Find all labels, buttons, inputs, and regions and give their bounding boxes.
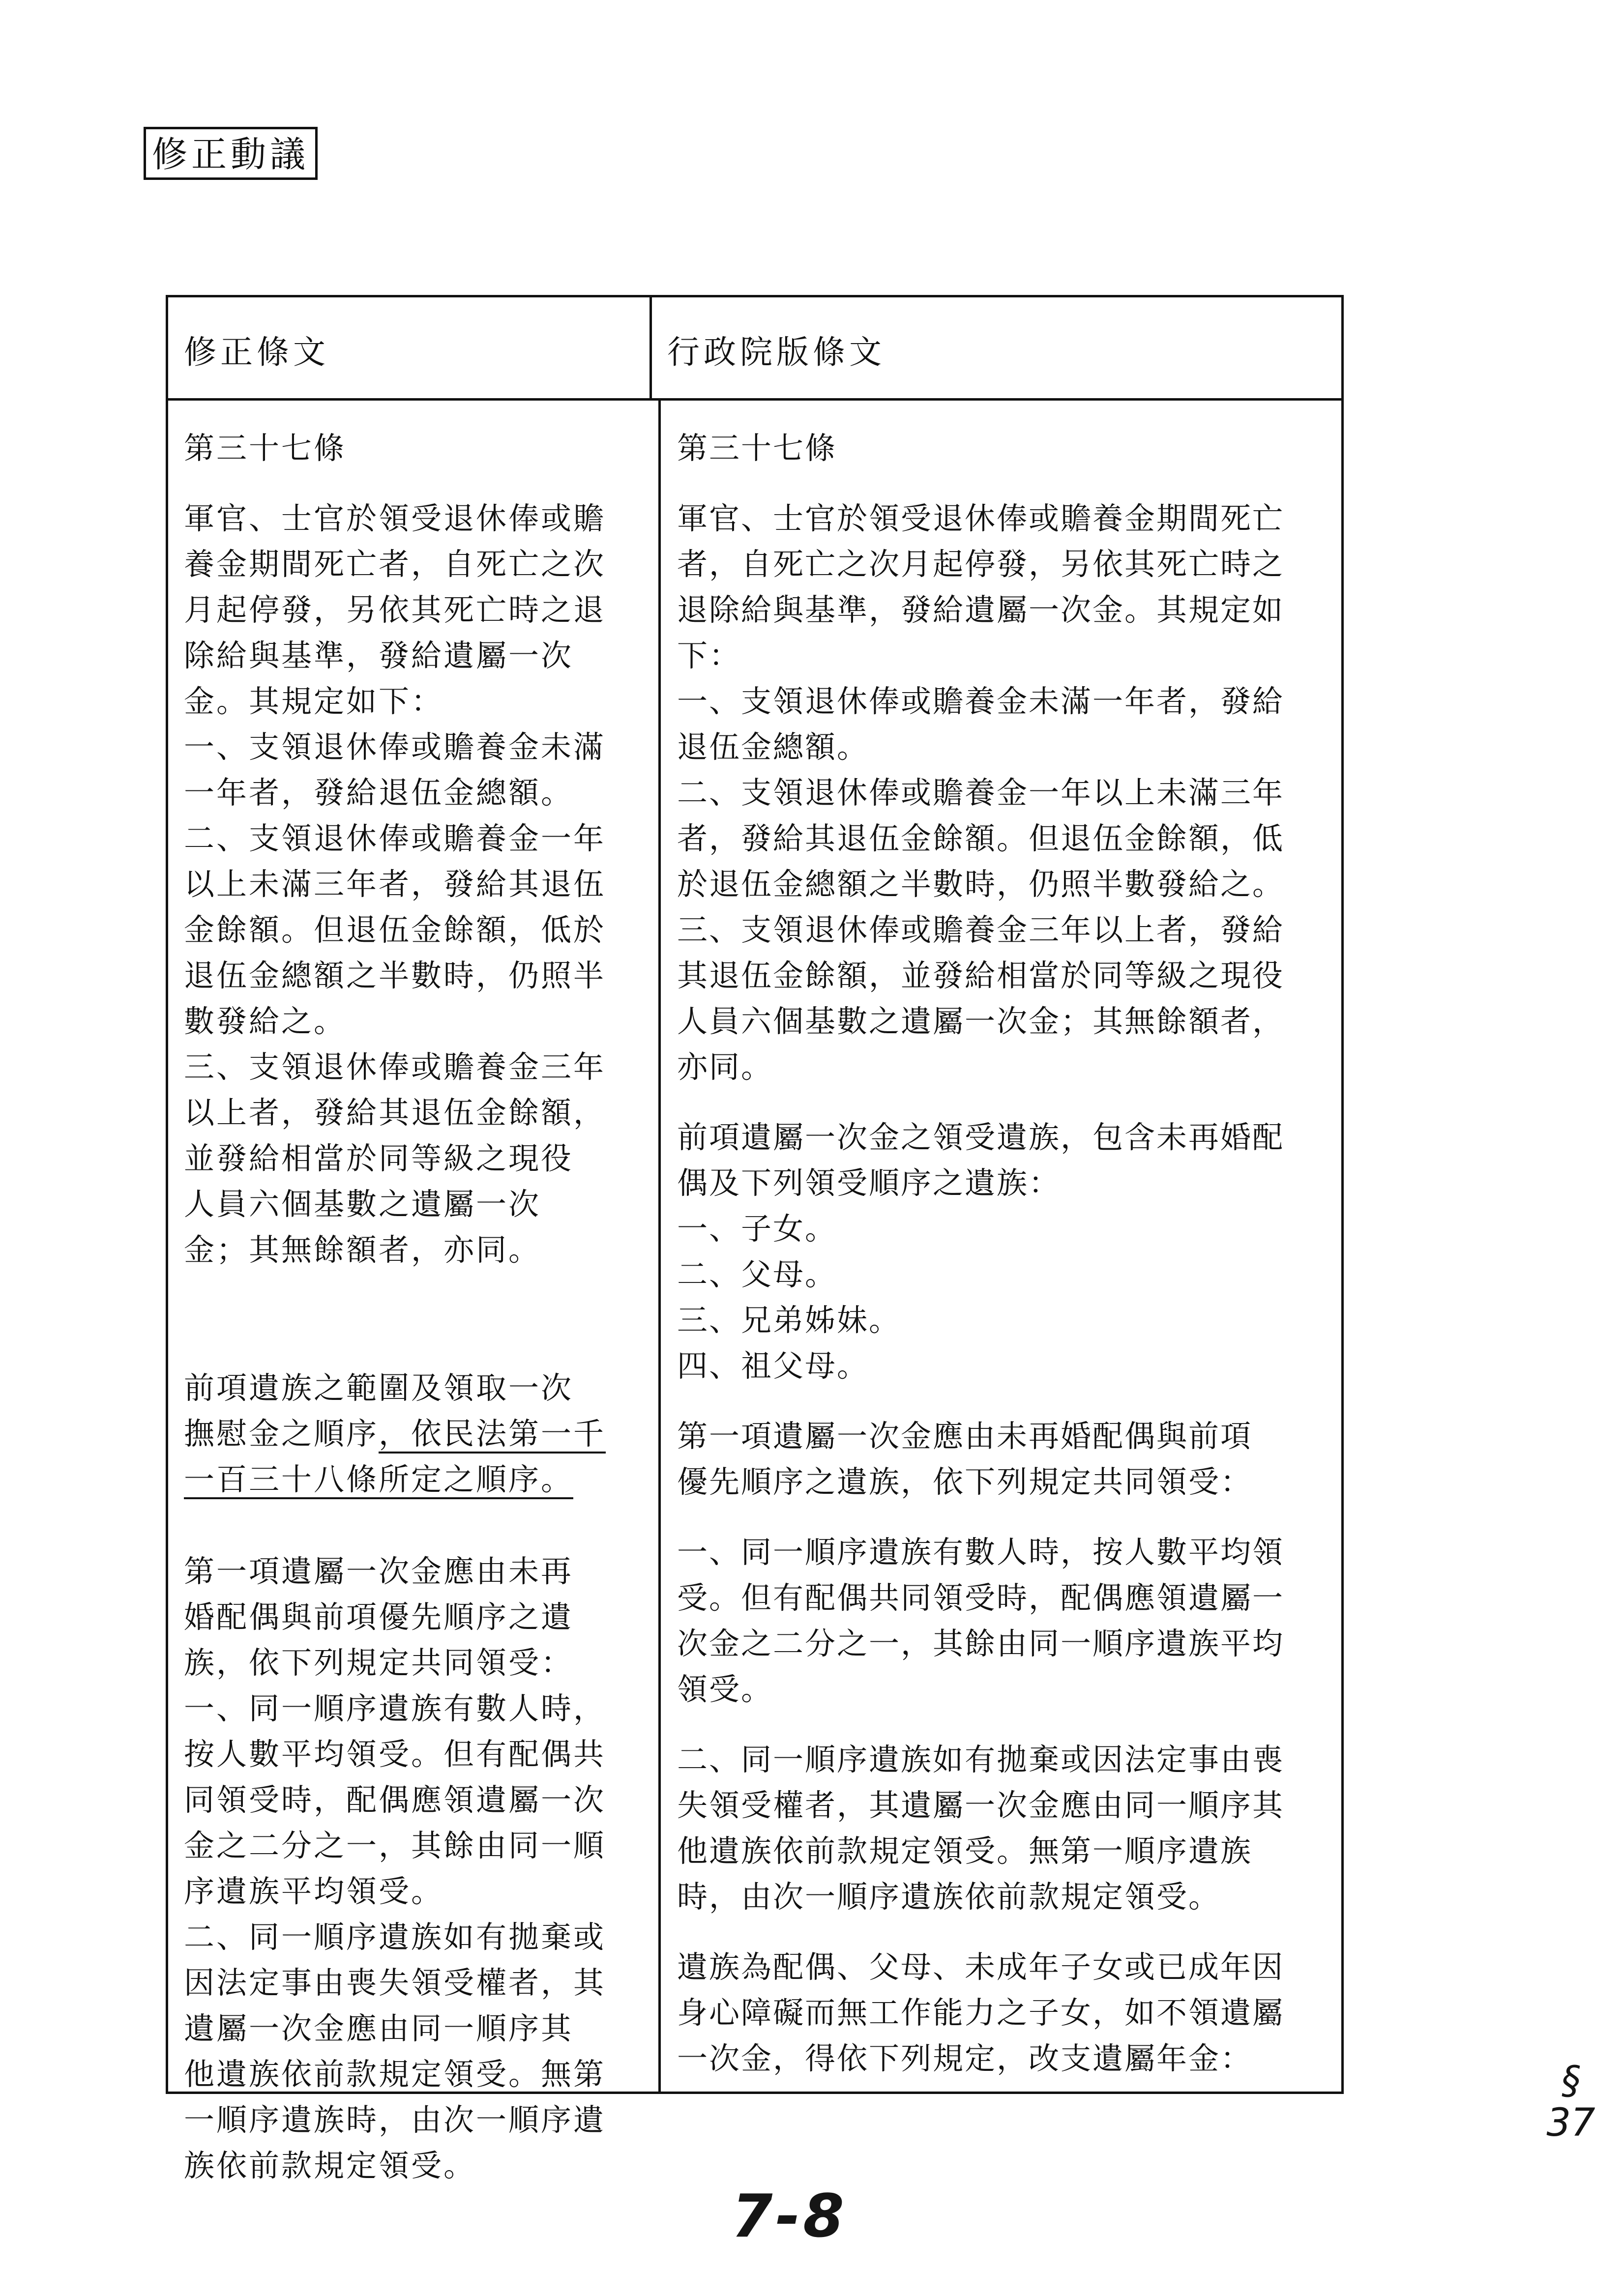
left-para3-line: 第一項遺屬一次金應由未再 bbox=[184, 1553, 574, 1589]
left-para1-line: 金餘額。但退伍金餘額，低於 bbox=[184, 912, 606, 948]
comparison-table bbox=[166, 295, 1344, 2183]
right-para6-line: 遺族為配偶、父母、未成年子女或已成年因 bbox=[677, 1949, 1285, 1985]
right-para1-line: 二、支領退休俸或贍養金一年以上未滿三年 bbox=[677, 775, 1285, 811]
header-amended-text: 修正條文 bbox=[184, 333, 329, 371]
right-para4 bbox=[677, 1529, 1331, 1712]
right-para1-line: 於退伍金總額之半數時，仍照半數發給之。 bbox=[677, 866, 1285, 902]
right-para4-line: 次金之二分之一，其餘由同一順序遺族平均 bbox=[677, 1626, 1285, 1661]
left-para1-line: 數發給之。 bbox=[184, 1003, 347, 1039]
right-para5 bbox=[677, 1737, 1331, 1919]
header-executive-yuan-text: 行政院版條文 bbox=[667, 333, 886, 371]
right-para3-line: 第一項遺屬一次金應由未再婚配偶與前項 bbox=[677, 1418, 1253, 1454]
right-para2-line: 偶及下列領受順序之遺族： bbox=[677, 1165, 1061, 1201]
left-para3-line: 婚配偶與前項優先順序之遺 bbox=[184, 1599, 574, 1635]
left-para3-line: 族，依下列規定共同領受： bbox=[184, 1645, 574, 1681]
left-para1 bbox=[184, 495, 636, 1273]
right-para1-line: 人員六個基數之遺屬一次金；其無餘額者， bbox=[677, 1003, 1285, 1039]
right-column bbox=[677, 425, 1331, 2081]
left-para1-line: 二、支領退休俸或贍養金一年 bbox=[184, 820, 606, 856]
right-para1-line: 者，發給其退伍金餘額。但退伍金餘額，低 bbox=[677, 820, 1285, 856]
left-para1-line: 除給與基準，發給遺屬一次 bbox=[184, 638, 574, 673]
right-para2-line: 前項遺屬一次金之領受遺族，包含未再婚配 bbox=[677, 1119, 1285, 1155]
right-para6 bbox=[677, 1944, 1331, 2081]
left-para1-line: 金。其規定如下： bbox=[184, 683, 444, 719]
left-para3-line: 二、同一順序遺族如有拋棄或 bbox=[184, 1919, 606, 1955]
right-para2-line: 四、祖父母。 bbox=[677, 1348, 869, 1384]
right-para2-line: 二、父母。 bbox=[677, 1256, 837, 1292]
left-para1-line: 退伍金總額之半數時，仍照半 bbox=[184, 958, 606, 993]
right-para5-line: 時，由次一順序遺族依前款規定領受。 bbox=[677, 1879, 1221, 1915]
left-column bbox=[184, 425, 636, 2188]
column-divider-body bbox=[658, 398, 661, 2094]
right-para1-line: 一、支領退休俸或贍養金未滿一年者，發給 bbox=[677, 683, 1285, 719]
right-para6-line: 一次金，得依下列規定，改支遺屬年金： bbox=[677, 2040, 1253, 2076]
left-para1-line: 以上者，發給其退伍金餘額， bbox=[184, 1095, 606, 1131]
right-para3-line: 優先順序之遺族，依下列規定共同領受： bbox=[677, 1464, 1253, 1500]
left-para3 bbox=[184, 1548, 636, 2188]
handwritten-section-symbol: § bbox=[1561, 2059, 1581, 2103]
left-para3-line: 因法定事由喪失領受權者，其 bbox=[184, 1965, 606, 2001]
right-para4-line: 一、同一順序遺族有數人時，按人數平均領 bbox=[677, 1534, 1285, 1570]
left-para3-line: 金之二分之一，其餘由同一順 bbox=[184, 1828, 606, 1863]
left-para2-line: 前項遺族之範圍及領取一次 bbox=[184, 1370, 574, 1406]
left-para1-line: 一、支領退休俸或贍養金未滿 bbox=[184, 729, 606, 765]
right-para5-line: 二、同一順序遺族如有拋棄或因法定事由喪 bbox=[677, 1742, 1285, 1777]
left-para3-line: 一、同一順序遺族有數人時， bbox=[184, 1690, 606, 1726]
left-para1-line: 三、支領退休俸或贍養金三年 bbox=[184, 1049, 606, 1085]
right-para6-line: 身心障礙而無工作能力之子女，如不領遺屬 bbox=[677, 1995, 1285, 2031]
left-para3-line: 族依前款規定領受。 bbox=[184, 2148, 476, 2183]
left-para1-line: 月起停發，另依其死亡時之退 bbox=[184, 592, 606, 628]
handwritten-article-number: 37 bbox=[1546, 2101, 1595, 2145]
left-para2 bbox=[184, 1365, 636, 1502]
right-para1-line: 軍官、士官於領受退休俸或贍養金期間死亡 bbox=[677, 500, 1285, 536]
right-para2-line: 三、兄弟姊妹。 bbox=[677, 1302, 901, 1338]
left-para3-line: 按人數平均領受。但有配偶共 bbox=[184, 1736, 606, 1772]
right-para1-line: 其退伍金餘額，並發給相當於同等級之現役 bbox=[677, 958, 1285, 993]
left-para2-plain: 撫慰金之順序 bbox=[184, 1416, 379, 1452]
left-para1-line: 一年者，發給退伍金總額。 bbox=[184, 775, 574, 811]
left-para2-amendment: ，依民法第一千 bbox=[379, 1416, 606, 1453]
handwritten-side-mark bbox=[1534, 2060, 1608, 2144]
right-para1-line: 退除給與基準，發給遺屬一次金。其規定如 bbox=[677, 592, 1285, 628]
left-para1-line: 金；其無餘額者，亦同。 bbox=[184, 1232, 541, 1268]
right-para1-line: 下： bbox=[677, 638, 741, 673]
right-para4-line: 領受。 bbox=[677, 1671, 773, 1707]
left-para3-line: 序遺族平均領受。 bbox=[184, 1873, 444, 1909]
right-para1-line: 亦同。 bbox=[677, 1049, 773, 1085]
table-header-row bbox=[168, 297, 1341, 401]
left-para2-line bbox=[184, 1456, 636, 1502]
left-article-title: 第三十七條 bbox=[184, 430, 347, 466]
left-para3-line: 遺屬一次金應由同一順序其 bbox=[184, 2010, 574, 2046]
left-para3-line: 他遺族依前款規定領受。無第 bbox=[184, 2056, 606, 2092]
right-article-title: 第三十七條 bbox=[677, 430, 837, 466]
left-para1-line: 並發給相當於同等級之現役 bbox=[184, 1140, 574, 1176]
left-para3-line: 同領受時，配偶應領遺屬一次 bbox=[184, 1782, 606, 1818]
right-para3 bbox=[677, 1413, 1331, 1505]
left-para2-amendment: 一百三十八條所定之順序。 bbox=[184, 1461, 573, 1499]
title-stamp: 修正動議 bbox=[144, 127, 318, 180]
left-para3-line: 一順序遺族時，由次一順序遺 bbox=[184, 2102, 606, 2138]
right-para1 bbox=[677, 495, 1331, 1090]
left-para1-line: 人員六個基數之遺屬一次 bbox=[184, 1186, 541, 1222]
left-para1-line: 軍官、士官於領受退休俸或贍 bbox=[184, 500, 606, 536]
left-para1-line: 以上未滿三年者，發給其退伍 bbox=[184, 866, 606, 902]
right-para1-line: 退伍金總額。 bbox=[677, 729, 869, 765]
right-para1-line: 者，自死亡之次月起停發，另依其死亡時之 bbox=[677, 546, 1285, 582]
right-para5-line: 失領受權者，其遺屬一次金應由同一順序其 bbox=[677, 1787, 1285, 1823]
left-para1-line: 養金期間死亡者，自死亡之次 bbox=[184, 546, 606, 582]
right-para5-line: 他遺族依前款規定領受。無第一順序遺族 bbox=[677, 1833, 1253, 1869]
right-para2 bbox=[677, 1114, 1331, 1389]
column-divider-header bbox=[650, 297, 652, 398]
left-para2-line bbox=[184, 1411, 636, 1456]
right-para2-line: 一、子女。 bbox=[677, 1211, 837, 1247]
handwritten-page-number: 7-8 bbox=[732, 2182, 847, 2251]
right-para1-line: 三、支領退休俸或贍養金三年以上者，發給 bbox=[677, 912, 1285, 948]
right-para4-line: 受。但有配偶共同領受時，配偶應領遺屬一 bbox=[677, 1580, 1285, 1616]
